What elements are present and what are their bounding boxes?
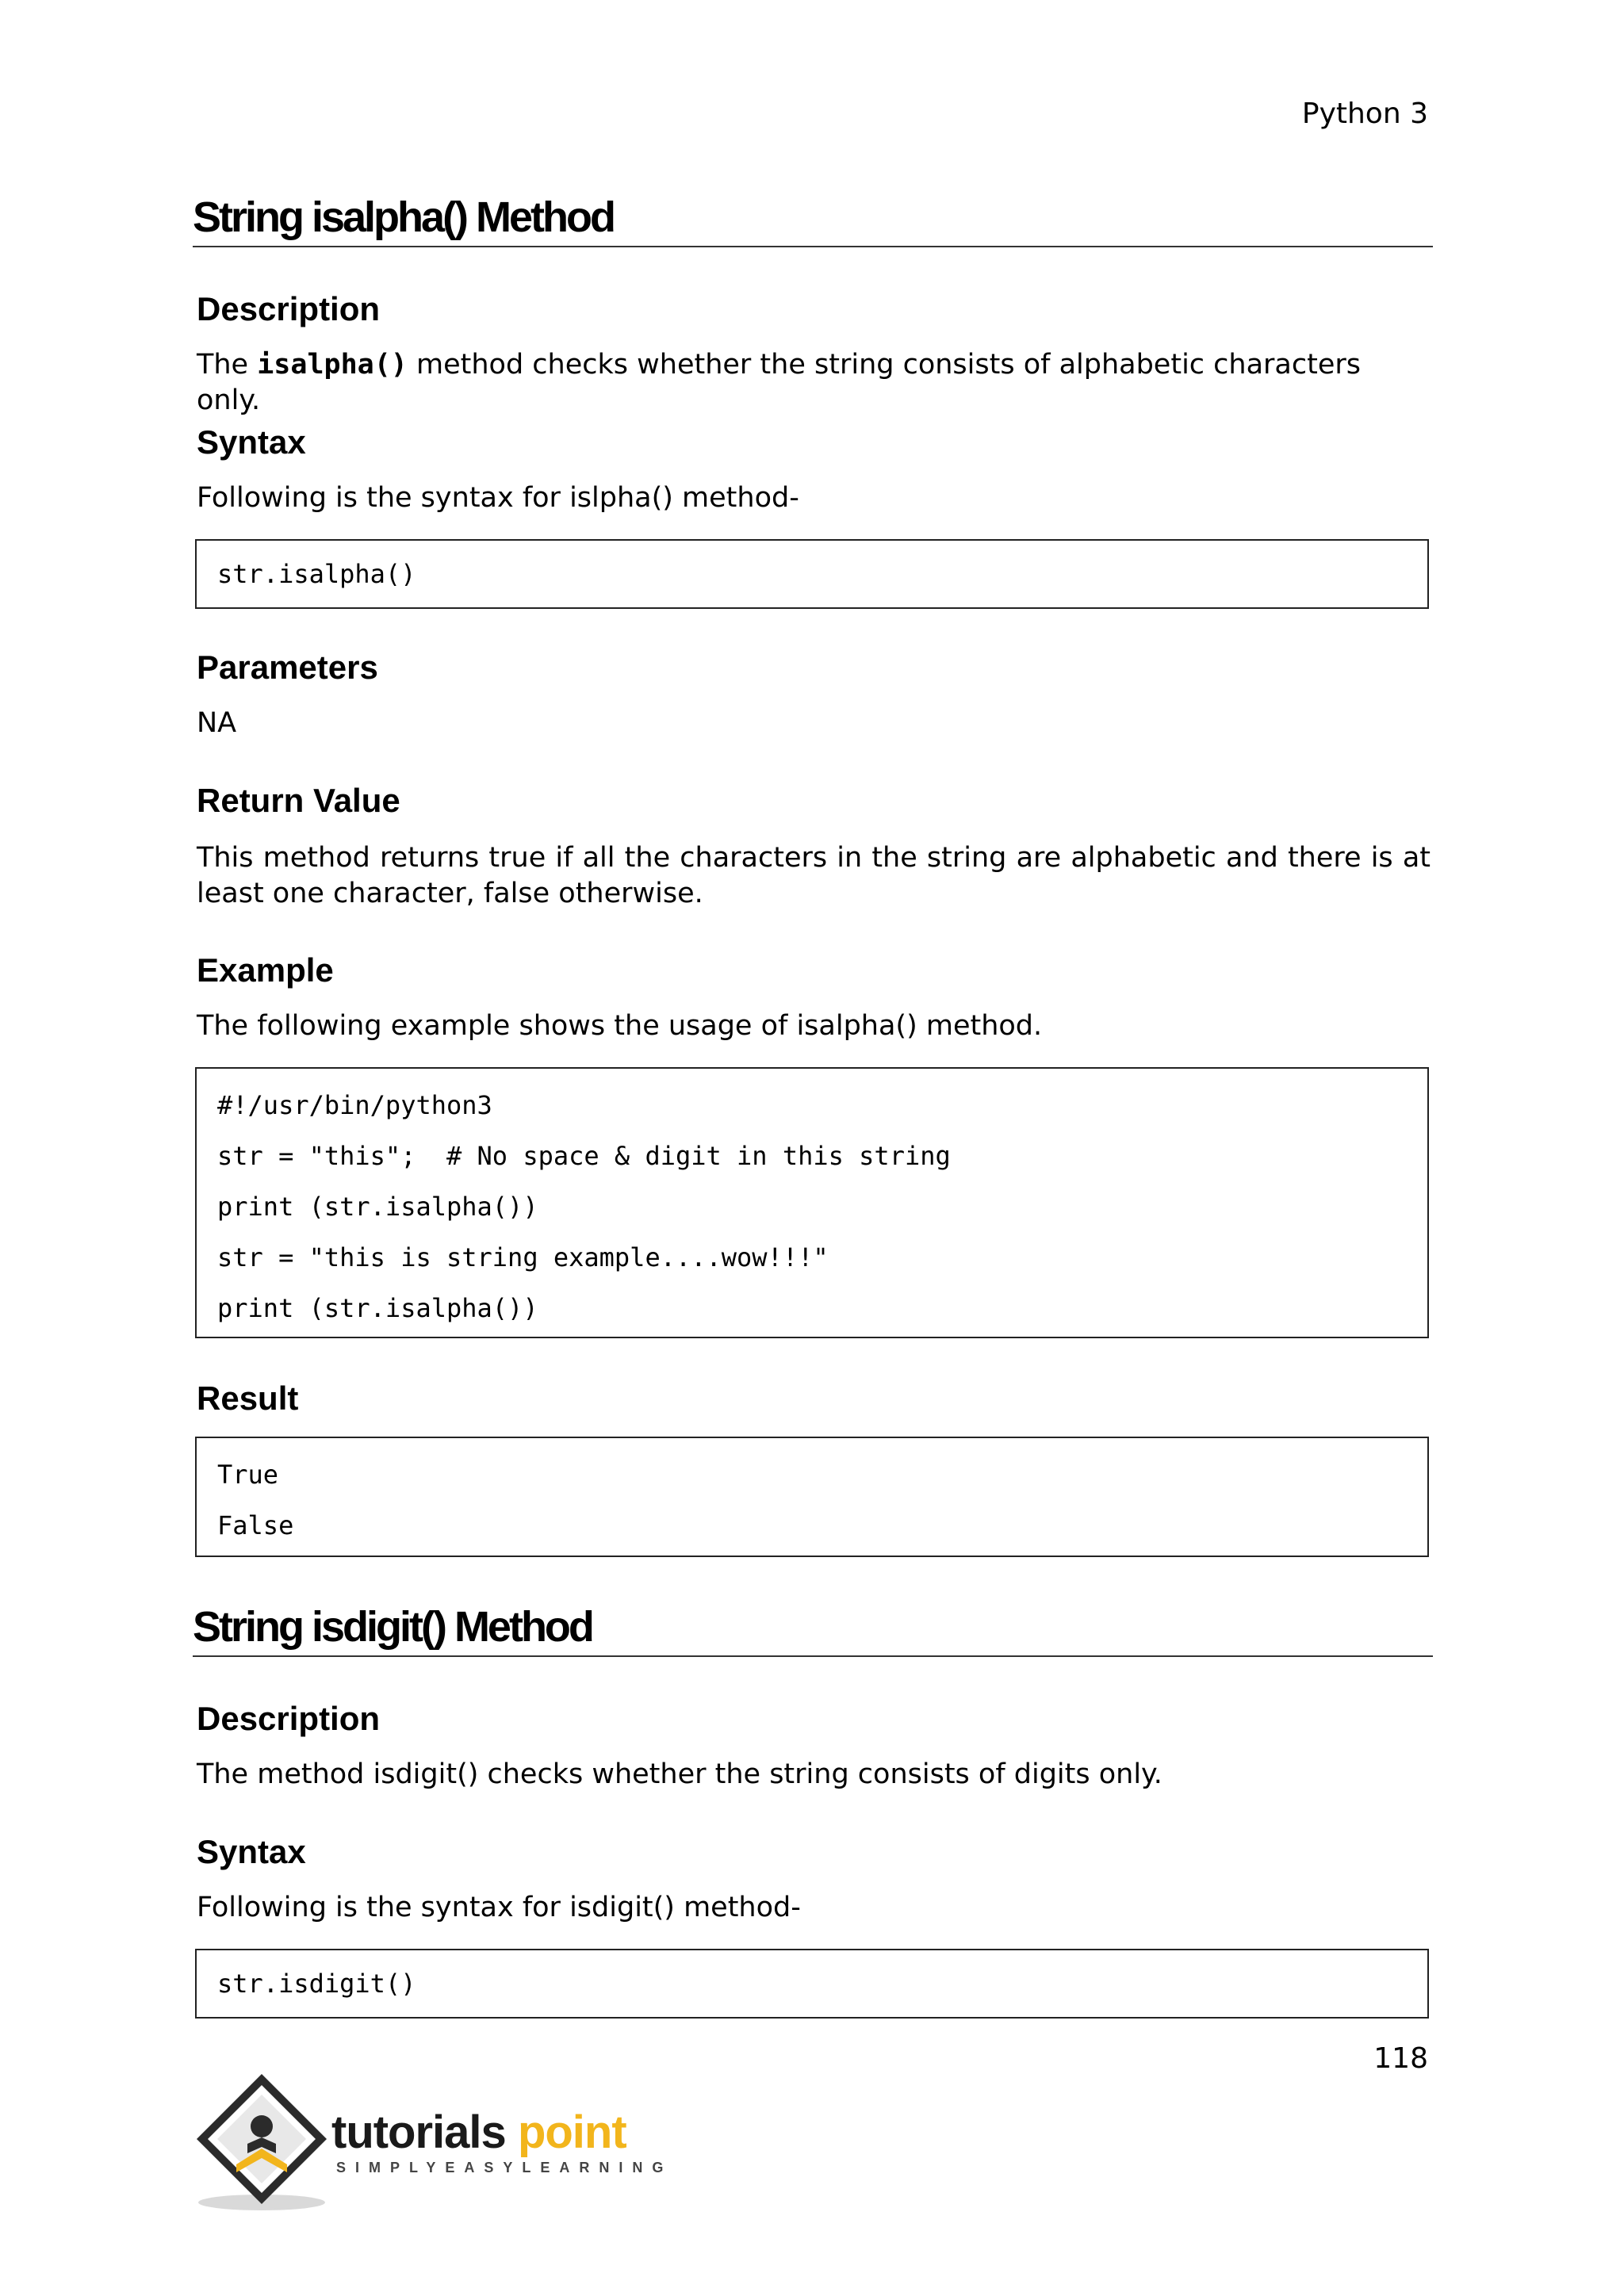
code-line: str = "this is string example....wow!!!" xyxy=(217,1242,829,1272)
section-title: String isalpha() Method xyxy=(193,190,1433,247)
code-line: str.isdigit() xyxy=(217,1969,416,1999)
description-heading: Description xyxy=(197,290,381,327)
page-number: 118 xyxy=(1373,2042,1428,2075)
parameters-heading: Parameters xyxy=(197,649,378,686)
running-header: Python 3 xyxy=(1301,98,1428,130)
logo-diamond-icon xyxy=(190,2071,333,2214)
example-text: The following example shows the usage of isalpha() method. xyxy=(197,1010,1043,1042)
code-line: #!/usr/bin/python3 xyxy=(217,1090,492,1120)
tutorialspoint-logo xyxy=(190,2071,673,2214)
return-value-heading: Return Value xyxy=(197,782,400,819)
section-isdigit xyxy=(193,1600,1433,1657)
example-code-box xyxy=(195,1067,1429,1338)
example-heading: Example xyxy=(197,951,334,989)
code-line: True xyxy=(217,1460,279,1490)
code-line: print (str.isalpha()) xyxy=(217,1293,538,1323)
code-line: print (str.isalpha()) xyxy=(217,1192,538,1222)
section-title: String isdigit() Method xyxy=(193,1600,1433,1657)
syntax-text: Following is the syntax for isdigit() method- xyxy=(197,1892,801,1923)
logo-tagline: SIMPLYEASYLEARNING xyxy=(336,2160,673,2175)
code-line: str = "this"; # No space & digit in this string xyxy=(217,1141,951,1171)
parameters-text: NA xyxy=(197,707,237,739)
description-prefix: The xyxy=(197,349,258,381)
syntax-heading: Syntax xyxy=(197,1833,306,1870)
result-heading: Result xyxy=(197,1380,299,1417)
description-heading: Description xyxy=(197,1700,381,1737)
return-value-text: This method returns true if all the characters in the string are alphabetic and there is at least one character, false otherwise. xyxy=(197,842,1431,909)
logo-wordmark xyxy=(331,2106,626,2159)
description-text: The method isdigit() checks whether the string consists of digits only. xyxy=(197,1758,1162,1790)
description-suffix: method checks whether the string consists of alphabetic characters only. xyxy=(197,349,1361,416)
result-code-box xyxy=(195,1437,1429,1557)
syntax-heading: Syntax xyxy=(197,423,306,461)
syntax-code-box xyxy=(195,1949,1429,2019)
description-method-name: isalpha() xyxy=(257,349,408,381)
logo-wordmark-accent: point xyxy=(517,2107,626,2158)
logo-wordmark-text: tutorials xyxy=(331,2107,506,2158)
syntax-code-box xyxy=(195,539,1429,609)
code-line: str.isalpha() xyxy=(217,559,416,589)
code-line: False xyxy=(217,1510,294,1540)
description-text xyxy=(197,347,1431,419)
section-isalpha xyxy=(193,190,1433,247)
syntax-text: Following is the syntax for islpha() method- xyxy=(197,482,799,514)
